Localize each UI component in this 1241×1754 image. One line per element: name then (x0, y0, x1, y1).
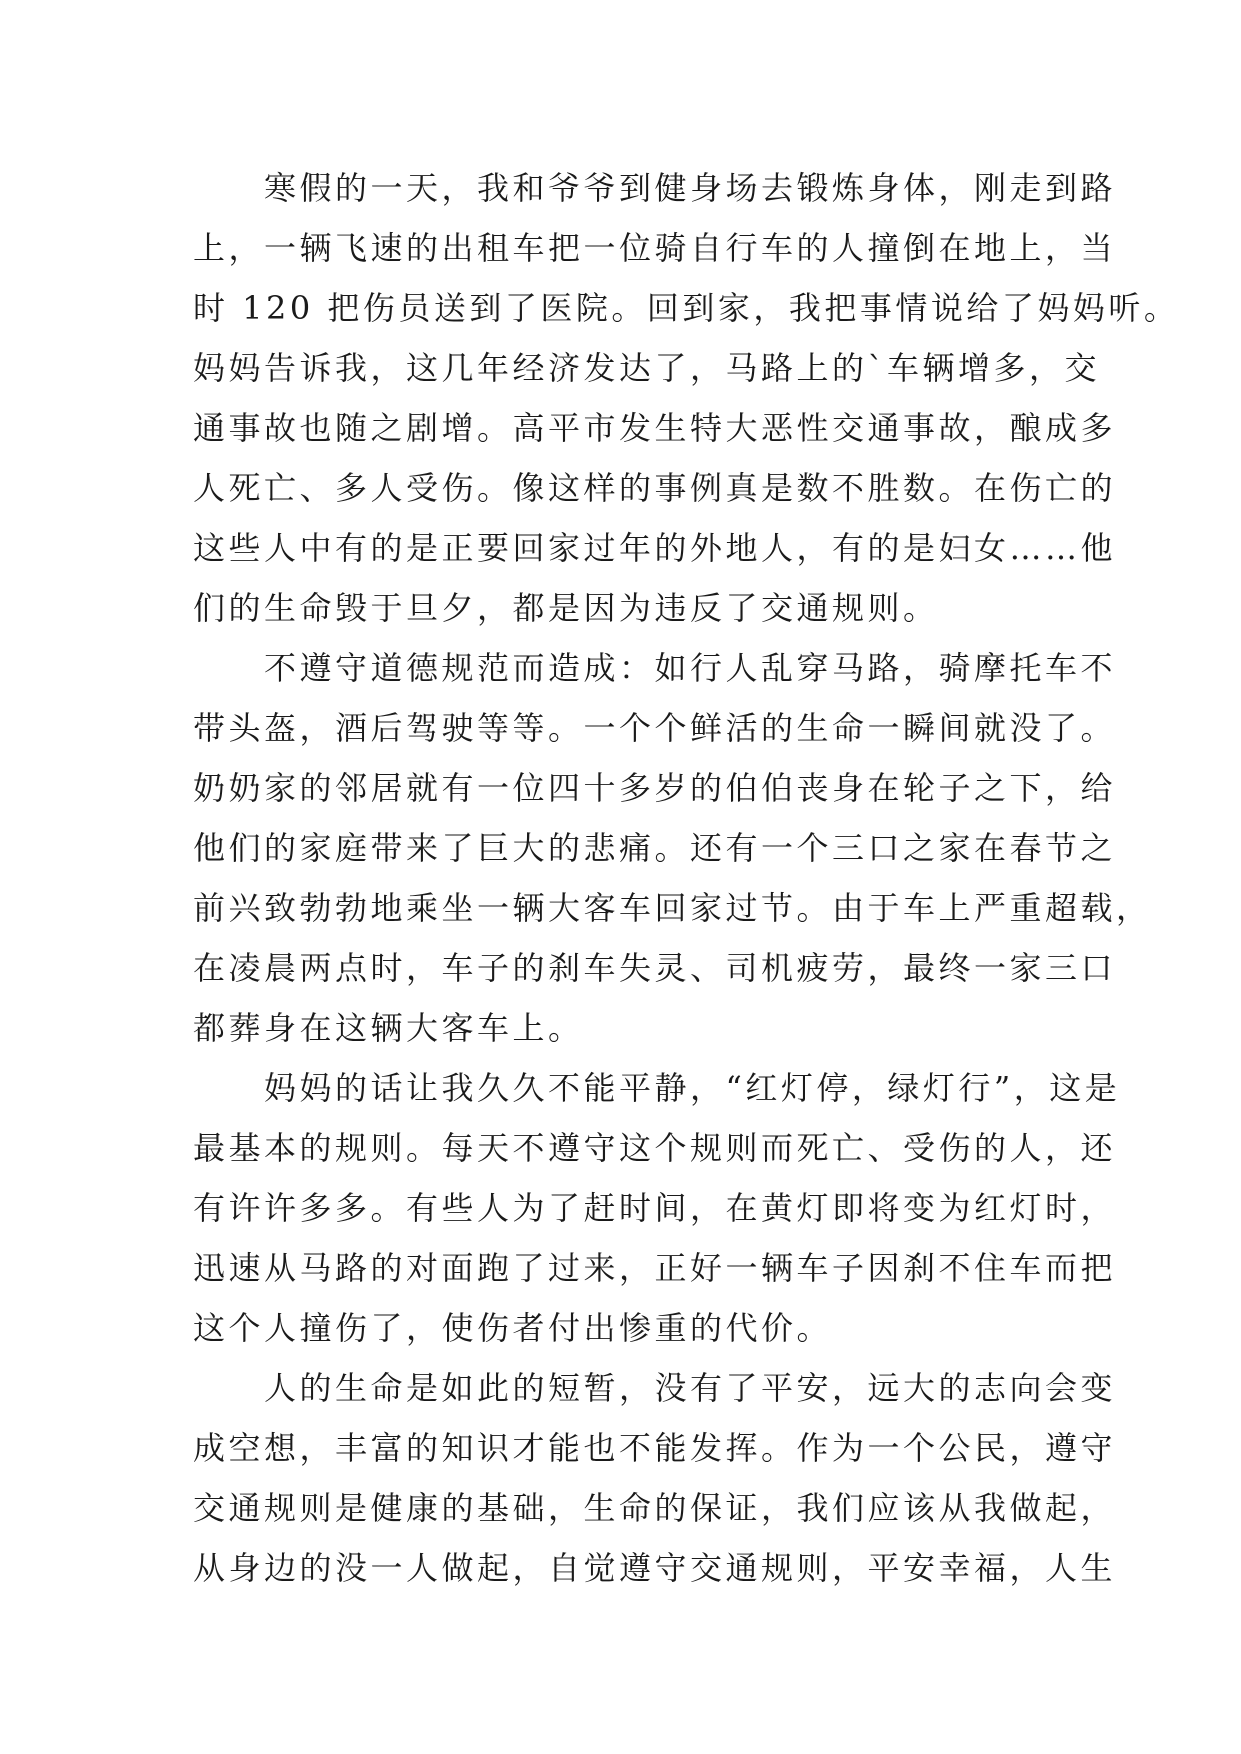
text-line: 前兴致勃勃地乘坐一辆大客车回家过节。由于车上严重超载， (193, 889, 1152, 927)
text-line: 有许许多多。有些人为了赶时间，在黄灯即将变为红灯时， (193, 1189, 1117, 1227)
text-line: 们的生命毁于旦夕，都是因为违反了交通规则。 (193, 589, 939, 627)
text-line: 这个人撞伤了，使伤者付出惨重的代价。 (193, 1309, 833, 1347)
text-line: 都葬身在这辆大客车上。 (193, 1009, 584, 1047)
text-line: 寒假的一天，我和爷爷到健身场去锻炼身体，刚走到路 (193, 169, 1117, 207)
text-line: 妈妈告诉我，这几年经济发达了，马路上的`车辆增多，交 (193, 349, 1101, 387)
text-line: 从身边的没一人做起，自觉遵守交通规则，平安幸福，人生 (193, 1549, 1117, 1587)
text-line: 成空想，丰富的知识才能也不能发挥。作为一个公民，遵守 (193, 1429, 1117, 1467)
text-line: 不遵守道德规范而造成：如行人乱穿马路，骑摩托车不 (193, 649, 1117, 687)
text-line: 带头盔，酒后驾驶等等。一个个鲜活的生命一瞬间就没了。 (193, 709, 1117, 747)
text-line: 人死亡、多人受伤。像这样的事例真是数不胜数。在伤亡的 (193, 469, 1117, 507)
text-line: 他们的家庭带来了巨大的悲痛。还有一个三口之家在春节之 (193, 829, 1117, 867)
essay-body (193, 158, 1180, 1598)
text-line: 妈妈的话让我久久不能平静，“红灯停，绿灯行”，这是 (193, 1069, 1121, 1107)
text-line: 人的生命是如此的短暂，没有了平安，远大的志向会变 (193, 1369, 1117, 1407)
text-line: 通事故也随之剧增。高平市发生特大恶性交通事故，酿成多 (193, 409, 1117, 447)
text-line: 迅速从马路的对面跑了过来，正好一辆车子因刹不住车而把 (193, 1249, 1117, 1287)
text-line: 上，一辆飞速的出租车把一位骑自行车的人撞倒在地上，当 (193, 229, 1117, 267)
text-line: 时 120 把伤员送到了医院。回到家，我把事情说给了妈妈听。 (193, 289, 1180, 327)
text-line: 这些人中有的是正要回家过年的外地人，有的是妇女……他 (193, 529, 1117, 567)
text-line: 在凌晨两点时，车子的刹车失灵、司机疲劳，最终一家三口 (193, 949, 1117, 987)
text-line: 奶奶家的邻居就有一位四十多岁的伯伯丧身在轮子之下，给 (193, 769, 1117, 807)
text-line: 交通规则是健康的基础，生命的保证，我们应该从我做起， (193, 1489, 1117, 1527)
text-line: 最基本的规则。每天不遵守这个规则而死亡、受伤的人，还 (193, 1129, 1117, 1167)
